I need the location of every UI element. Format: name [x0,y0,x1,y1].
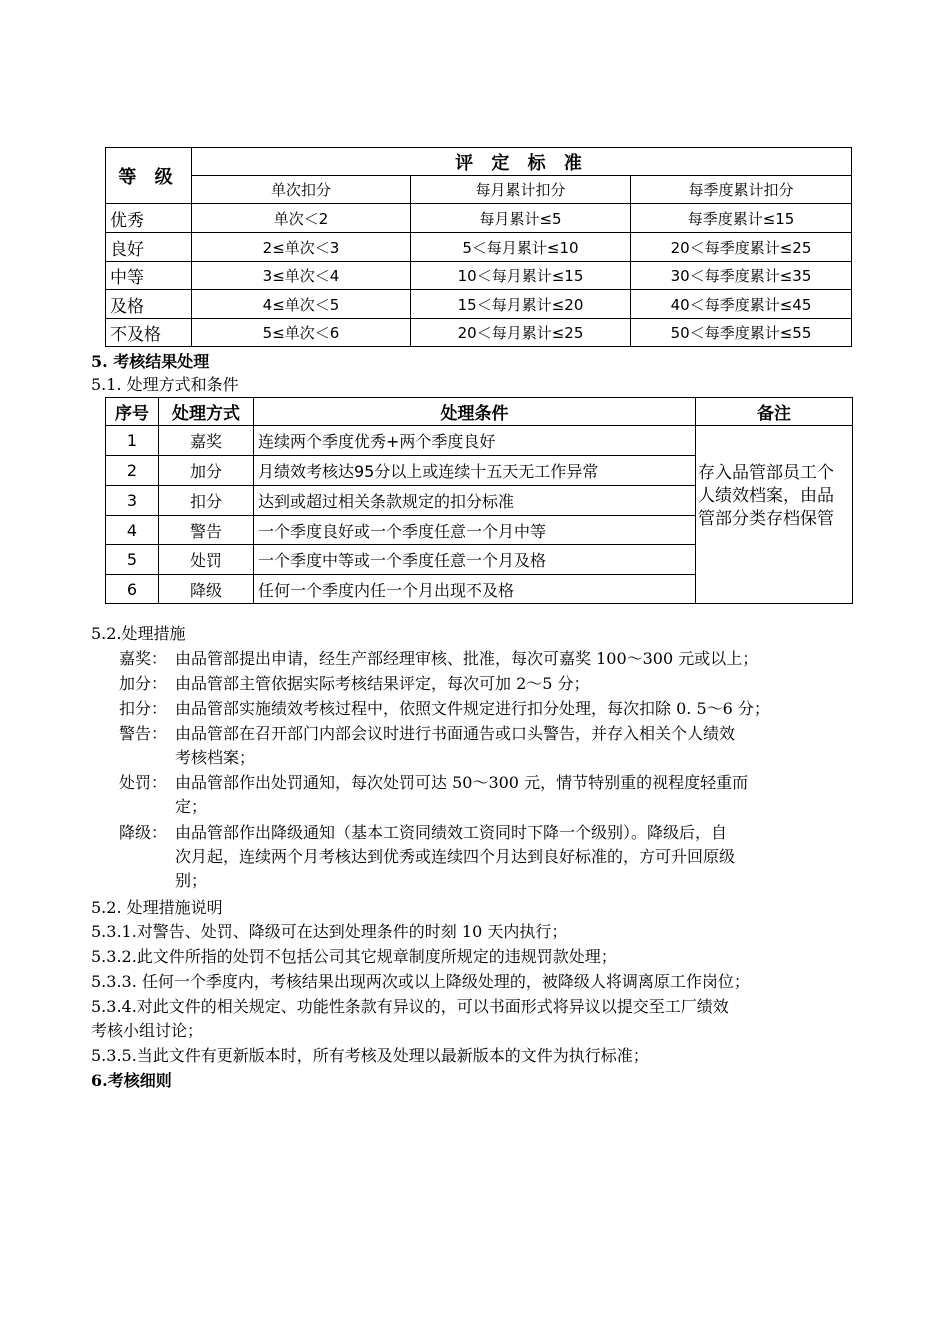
single-value: 2≤单次＜3 [192,233,411,262]
table-row [106,204,852,233]
measure-text: 由品管部主管依据实际考核结果评定，每次可加 2～5 分； [175,674,590,693]
row-method: 处罚 [159,545,254,575]
quarterly-value: 20＜每季度累计≤25 [631,233,852,262]
measure-text: 考核档案； [175,748,256,767]
row-note: 存入品管部员工个人绩效档案，由品管部分类存档保管 [696,426,853,604]
row-no: 5 [106,545,159,575]
row-condition: 任何一个季度内任一个月出现不及格 [254,575,696,604]
row-condition: 一个季度良好或一个季度任意一个月中等 [254,516,696,545]
explanation-title: 5.2. 处理措施说明 [91,898,223,917]
row-method: 加分 [159,456,254,486]
table-row [106,426,853,456]
col-header-note: 备注 [696,398,853,426]
quarterly-value: 50＜每季度累计≤55 [631,319,852,347]
measure-label: 嘉奖： [119,649,168,668]
explanation-item: 5.3.1.对警告、处罚、降级可在达到处理条件的时刻 10 天内执行； [91,922,568,941]
row-no: 3 [106,486,159,516]
row-no: 4 [106,516,159,545]
explanation-item: 考核小组讨论； [91,1021,204,1040]
col-header-no: 序号 [106,398,159,426]
single-value: 4≤单次＜5 [192,290,411,319]
measure-text: 别； [175,871,208,890]
row-condition: 月绩效考核达95分以上或连续十五天无工作异常 [254,456,696,486]
explanation-item: 5.3.2.此文件所指的处罚不包括公司其它规章制度所规定的违规罚款处理； [91,947,617,966]
measures-title: 5.2.处理措施 [91,624,186,643]
grade-header: 等 级 [106,148,192,204]
measure-text: 由品管部实施绩效考核过程中，依照文件规定进行扣分处理，每次扣除 0. 5～6 分； [175,699,770,718]
row-method: 扣分 [159,486,254,516]
explanation-item: 5.3.5.当此文件有更新版本时，所有考核及处理以最新版本的文件为执行标准； [91,1046,649,1065]
col-header-quarterly: 每季度累计扣分 [631,176,852,204]
measure-text: 由品管部提出申请，经生产部经理审核、批准，每次可嘉奖 100～300 元或以上； [175,649,759,668]
row-condition: 一个季度中等或一个季度任意一个月及格 [254,545,696,575]
explanation-item: 5.3.3. 任何一个季度内，考核结果出现两次或以上降级处理的，被降级人将调离原工作岗位； [91,972,750,991]
row-condition: 连续两个季度优秀+两个季度良好 [254,426,696,456]
quarterly-value: 40＜每季度累计≤45 [631,290,852,319]
measure-text: 次月起，连续两个月考核达到优秀或连续四个月达到良好标准的，方可升回原级 [175,847,736,866]
row-no: 2 [106,456,159,486]
monthly-value: 每月累计≤5 [411,204,631,233]
measure-label: 扣分： [119,699,168,718]
single-value: 5≤单次＜6 [192,319,411,347]
col-header-single: 单次扣分 [192,176,411,204]
monthly-value: 20＜每月累计≤25 [411,319,631,347]
row-method: 降级 [159,575,254,604]
measure-text: 由品管部在召开部门内部会议时进行书面通告或口头警告，并存入相关个人绩效 [175,724,736,743]
measure-label: 处罚： [119,773,168,792]
grade-name: 不及格 [106,319,192,347]
monthly-value: 10＜每月累计≤15 [411,262,631,290]
row-method: 嘉奖 [159,426,254,456]
table-row [106,319,852,347]
grade-name: 优秀 [106,204,192,233]
quarterly-value: 30＜每季度累计≤35 [631,262,852,290]
row-no: 6 [106,575,159,604]
table-row [106,233,852,262]
measure-text: 由品管部作出降级通知（基本工资同绩效工资同时下降一个级别）。降级后，自 [175,823,728,842]
col-header-method: 处理方式 [159,398,254,426]
section5-heading: 5. 考核结果处理 [91,352,210,371]
row-no: 1 [106,426,159,456]
measure-label: 加分： [119,674,168,693]
measure-text: 由品管部作出处罚通知，每次处罚可达 50～300 元，情节特别重的视程度轻重而 [175,773,749,792]
monthly-value: 5＜每月累计≤10 [411,233,631,262]
section6-heading: 6.考核细则 [91,1071,172,1090]
handling-table [105,397,853,604]
explanation-item: 5.3.4.对此文件的相关规定、功能性条款有异议的，可以书面形式将异议以提交至工厂绩效 [91,997,729,1016]
quarterly-value: 每季度累计≤15 [631,204,852,233]
row-method: 警告 [159,516,254,545]
section51-heading: 5.1. 处理方式和条件 [91,375,239,394]
grade-name: 良好 [106,233,192,262]
col-header-monthly: 每月累计扣分 [411,176,631,204]
table-row [106,262,852,290]
table-row [106,290,852,319]
measure-label: 警告： [119,724,168,743]
grade-standard-table [105,147,852,347]
measure-text: 定； [175,797,208,816]
grade-name: 中等 [106,262,192,290]
measure-label: 降级： [119,823,168,842]
single-value: 3≤单次＜4 [192,262,411,290]
standard-header: 评 定 标 准 [192,148,852,176]
col-header-condition: 处理条件 [254,398,696,426]
grade-name: 及格 [106,290,192,319]
monthly-value: 15＜每月累计≤20 [411,290,631,319]
single-value: 单次＜2 [192,204,411,233]
row-condition: 达到或超过相关条款规定的扣分标准 [254,486,696,516]
